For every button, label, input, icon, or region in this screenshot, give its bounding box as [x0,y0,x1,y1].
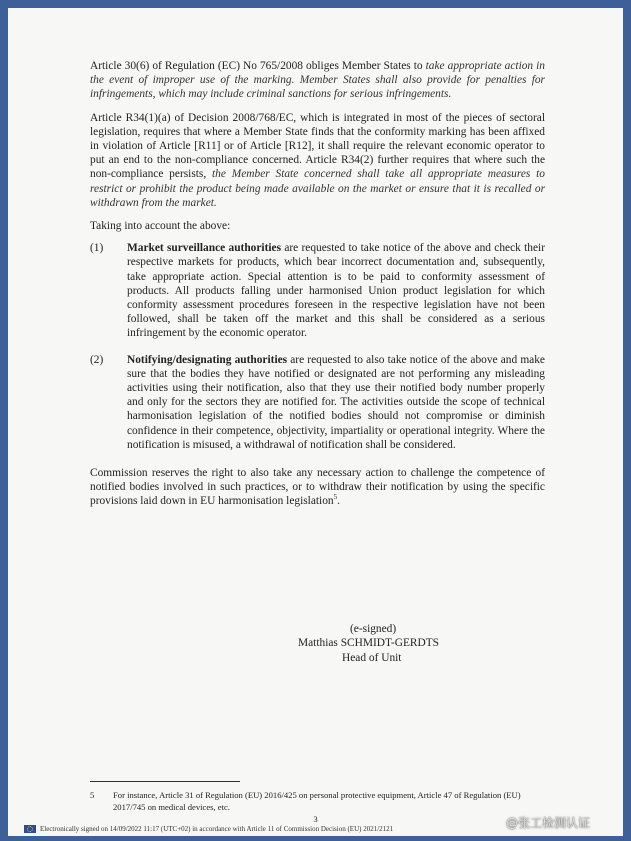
paragraph-article-30: Article 30(6) of Regulation (EC) No 765/2008 obliges Member States to take appropriate action in the event of improper use of the marking. Member States shall also provide for penalties for infringements, which may include criminal sanctions for serious infringements. [90,60,545,101]
watermark: @张工检测认证 [506,816,591,830]
document-page [8,8,623,836]
footnote-divider [90,781,240,782]
document-body [90,59,545,509]
paragraph-closing: Commission reserves the right to also take any necessary action to challenge the competence of notified bodies involved in such practices, or to withdraw their notification by using the specific provisions laid down in EU harmonisation legislation$^5$. [90,467,545,508]
list-item [90,241,545,340]
signature-esigned: (e-signed) [350,623,397,635]
list-text: Market surveillance authorities are requested to take notice of the above and check their respective markets for products, which bear incorrect documentation and, subsequently, take appropriate action. Special attention is to be paid to conformity assessment of products. All products falling under harmonised Union product legislation for which conformity assessment procedures foreseen in the respective legislation have not been followed, shall be taken off the market and this shall be considered as a serious infringement by the economic operator. [127,242,545,340]
list-number: (2) [90,353,104,366]
esign-notice: Electronically signed on 14/09/2022 11:17 (UTC+02) in accordance with Article 11 of Commission Decision (EU) 2021/2121 [40,825,394,833]
signature-name: Matthias SCHMIDT-GERDTS [298,637,440,650]
footnote [90,789,550,813]
page-number: 3 [313,814,318,824]
eu-flag-icon [24,825,36,833]
signature-block [298,622,538,665]
list-text: Notifying/designating authorities are requested to also take notice of the above and make sure that the bodies they have notified or designated are not performing any misleading activities using their notification, also that they use their notified body number properly and only for the sectors they are notified for. The activities outside the scope of technical harmonisation legislation of the notified bodies should not compromise or diminish confidence in their competence, objectivity, impartiality or operational integrity. Where the notification is misused, a withdrawal of notification shall be considered. [127,353,545,451]
footnote-text: For instance, Article 31 of Regulation (EU) 2016/425 on personal protective equipment, Article 47 of Regulation (EU) 2017/745 on medical devices, etc. [113,790,521,812]
signature-title: Head of Unit [342,651,402,664]
paragraph-intro: Taking into account the above: [90,220,231,233]
list-number: (1) [90,242,104,255]
paragraph-article-r34: Article R34(1)(a) of Decision 2008/768/EC, which is integrated in most of the pieces of sectoral legislation, requires that where a Member State finds that the conformity marking has been affixed in violation of Article [R11] or of Article [R12], it shall require the relevant economic operator to put an end to the non-compliance concerned. Article R34(2) further requires that where such the non-compliance persists, the Member State concerned shall take all appropriate measures to restrict or prohibit the product being made available on the market or ensure that it is recalled or withdrawn from the market. [90,111,545,209]
footnote-reference[interactable]: 5 [333,493,338,502]
list-item [90,353,545,452]
footnote-number: 5 [90,790,95,800]
